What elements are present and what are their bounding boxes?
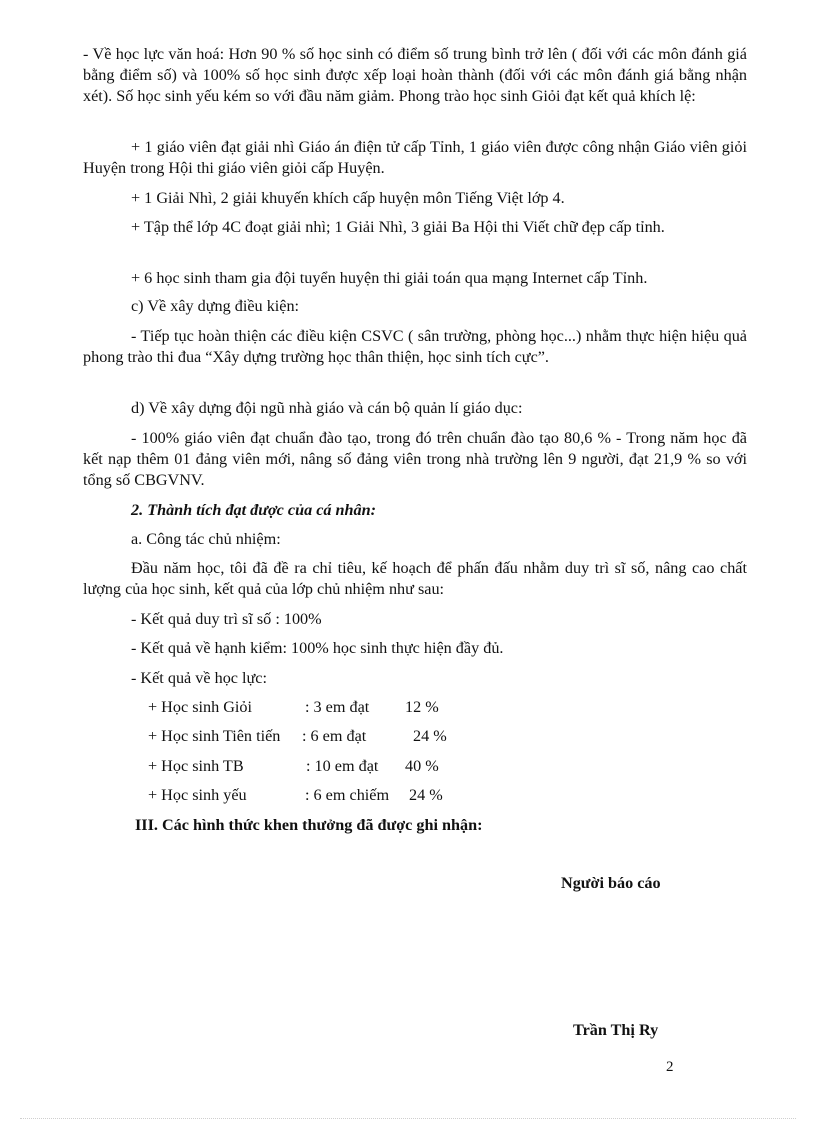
heading-a [83, 529, 747, 550]
para-toan-internet [83, 268, 747, 289]
heading-c [83, 296, 747, 317]
result-hanh-kiem: - Kết quả về hạnh kiểm: 100% học sinh thực hiện đầy đủ. [131, 639, 504, 657]
page-number: 2 [666, 1059, 674, 1075]
para-hoc-luc-text: - Về học lực văn hoá: Hơn 90 % số học sinh có điểm số trung bình trở lên ( đối với các môn đánh giá bằng điểm số) và 100% số học sinh được xếp loại hoàn thành (đối với các môn đánh giá bằng nhận xét). Số học sinh yếu kém so với đầu năm giảm. Phong trào học sinh Giỏi đạt kết quả khích lệ: [83, 45, 747, 105]
grade-label: + Học sinh TB [148, 757, 244, 775]
para-csvc-text: - Tiếp tục hoàn thiện các điều kiện CSVC ( sân trường, phòng học...) nhằm thực hiện hiệu quả phong trào thi đua “Xây dựng trường học thân thiện, học sinh tích cực”. [83, 327, 747, 366]
result-si-so: - Kết quả duy trì sĩ số : 100% [131, 610, 322, 628]
heading-d [83, 398, 747, 419]
reporter-label: Người báo cáo [561, 874, 661, 892]
para-hoc-luc [83, 44, 747, 107]
grade-count: : 3 em đạt [305, 698, 370, 716]
grade-count: : 6 em chiếm [305, 786, 390, 804]
para-chu-nhiem [83, 558, 747, 600]
grade-percent: 40 % [405, 757, 439, 775]
para-csvc [83, 326, 747, 368]
para-viet-chu-dep [83, 217, 747, 238]
para-tieng-viet-text: + 1 Giải Nhì, 2 giải khuyến khích cấp huyện môn Tiếng Việt lớp 4. [131, 189, 565, 207]
grade-percent: 24 % [413, 727, 447, 745]
para-doi-ngu [83, 428, 747, 491]
para-toan-internet-text: + 6 học sinh tham gia đội tuyển huyện thi giải toán qua mạng Internet cấp Tỉnh. [131, 269, 648, 287]
heading-a-text: a. Công tác chủ nhiệm: [131, 530, 281, 548]
para-giao-vien-giai-text: + 1 giáo viên đạt giải nhì Giáo án điện tử cấp Tỉnh, 1 giáo viên được công nhận Giáo viên giỏi Huyện trong Hội thi giáo viên giỏi cấp Huyện. [83, 138, 747, 177]
heading-3: III. Các hình thức khen thưởng đã được ghi nhận: [135, 816, 483, 834]
grade-label: + Học sinh Giỏi [148, 698, 253, 716]
para-doi-ngu-text: - 100% giáo viên đạt chuẩn đào tạo, trong đó trên chuẩn đào tạo 80,6 % - Trong năm học đã kết nạp thêm 01 đảng viên mới, nâng số đảng viên trong nhà trường lên 9 người, đạt 21,9 % so với tổng số CBGVNV. [83, 429, 747, 489]
para-tieng-viet [83, 188, 747, 209]
heading-d-text: d) Về xây dựng đội ngũ nhà giáo và cán bộ quản lí giáo dục: [131, 399, 523, 417]
heading-2-text: 2. Thành tích đạt được của cá nhân: [131, 501, 377, 519]
page-bottom-border [20, 1118, 796, 1119]
grade-count: : 6 em đạt [302, 727, 367, 745]
para-viet-chu-dep-text: + Tập thể lớp 4C đoạt giải nhì; 1 Giải Nhì, 3 giải Ba Hội thi Viết chữ đẹp cấp tỉnh. [131, 218, 665, 236]
heading-c-text: c) Về xây dựng điều kiện: [131, 297, 300, 315]
grade-percent: 24 % [409, 786, 443, 804]
result-hoc-luc: - Kết quả về học lực: [131, 669, 267, 687]
grade-percent: 12 % [405, 698, 439, 716]
heading-2 [83, 500, 747, 521]
reporter-name: Trần Thị Ry [573, 1021, 659, 1039]
para-giao-vien-giai [83, 137, 747, 179]
grade-label: + Học sinh Tiên tiến [148, 727, 281, 745]
grade-label: + Học sinh yếu [148, 786, 247, 804]
para-chu-nhiem-text: Đầu năm học, tôi đã đề ra chỉ tiêu, kế hoạch để phấn đấu nhằm duy trì sĩ số, nâng cao chất lượng của học sinh, kết quả của lớp chủ nhiệm như sau: [83, 559, 747, 598]
grade-count: : 10 em đạt [306, 757, 379, 775]
